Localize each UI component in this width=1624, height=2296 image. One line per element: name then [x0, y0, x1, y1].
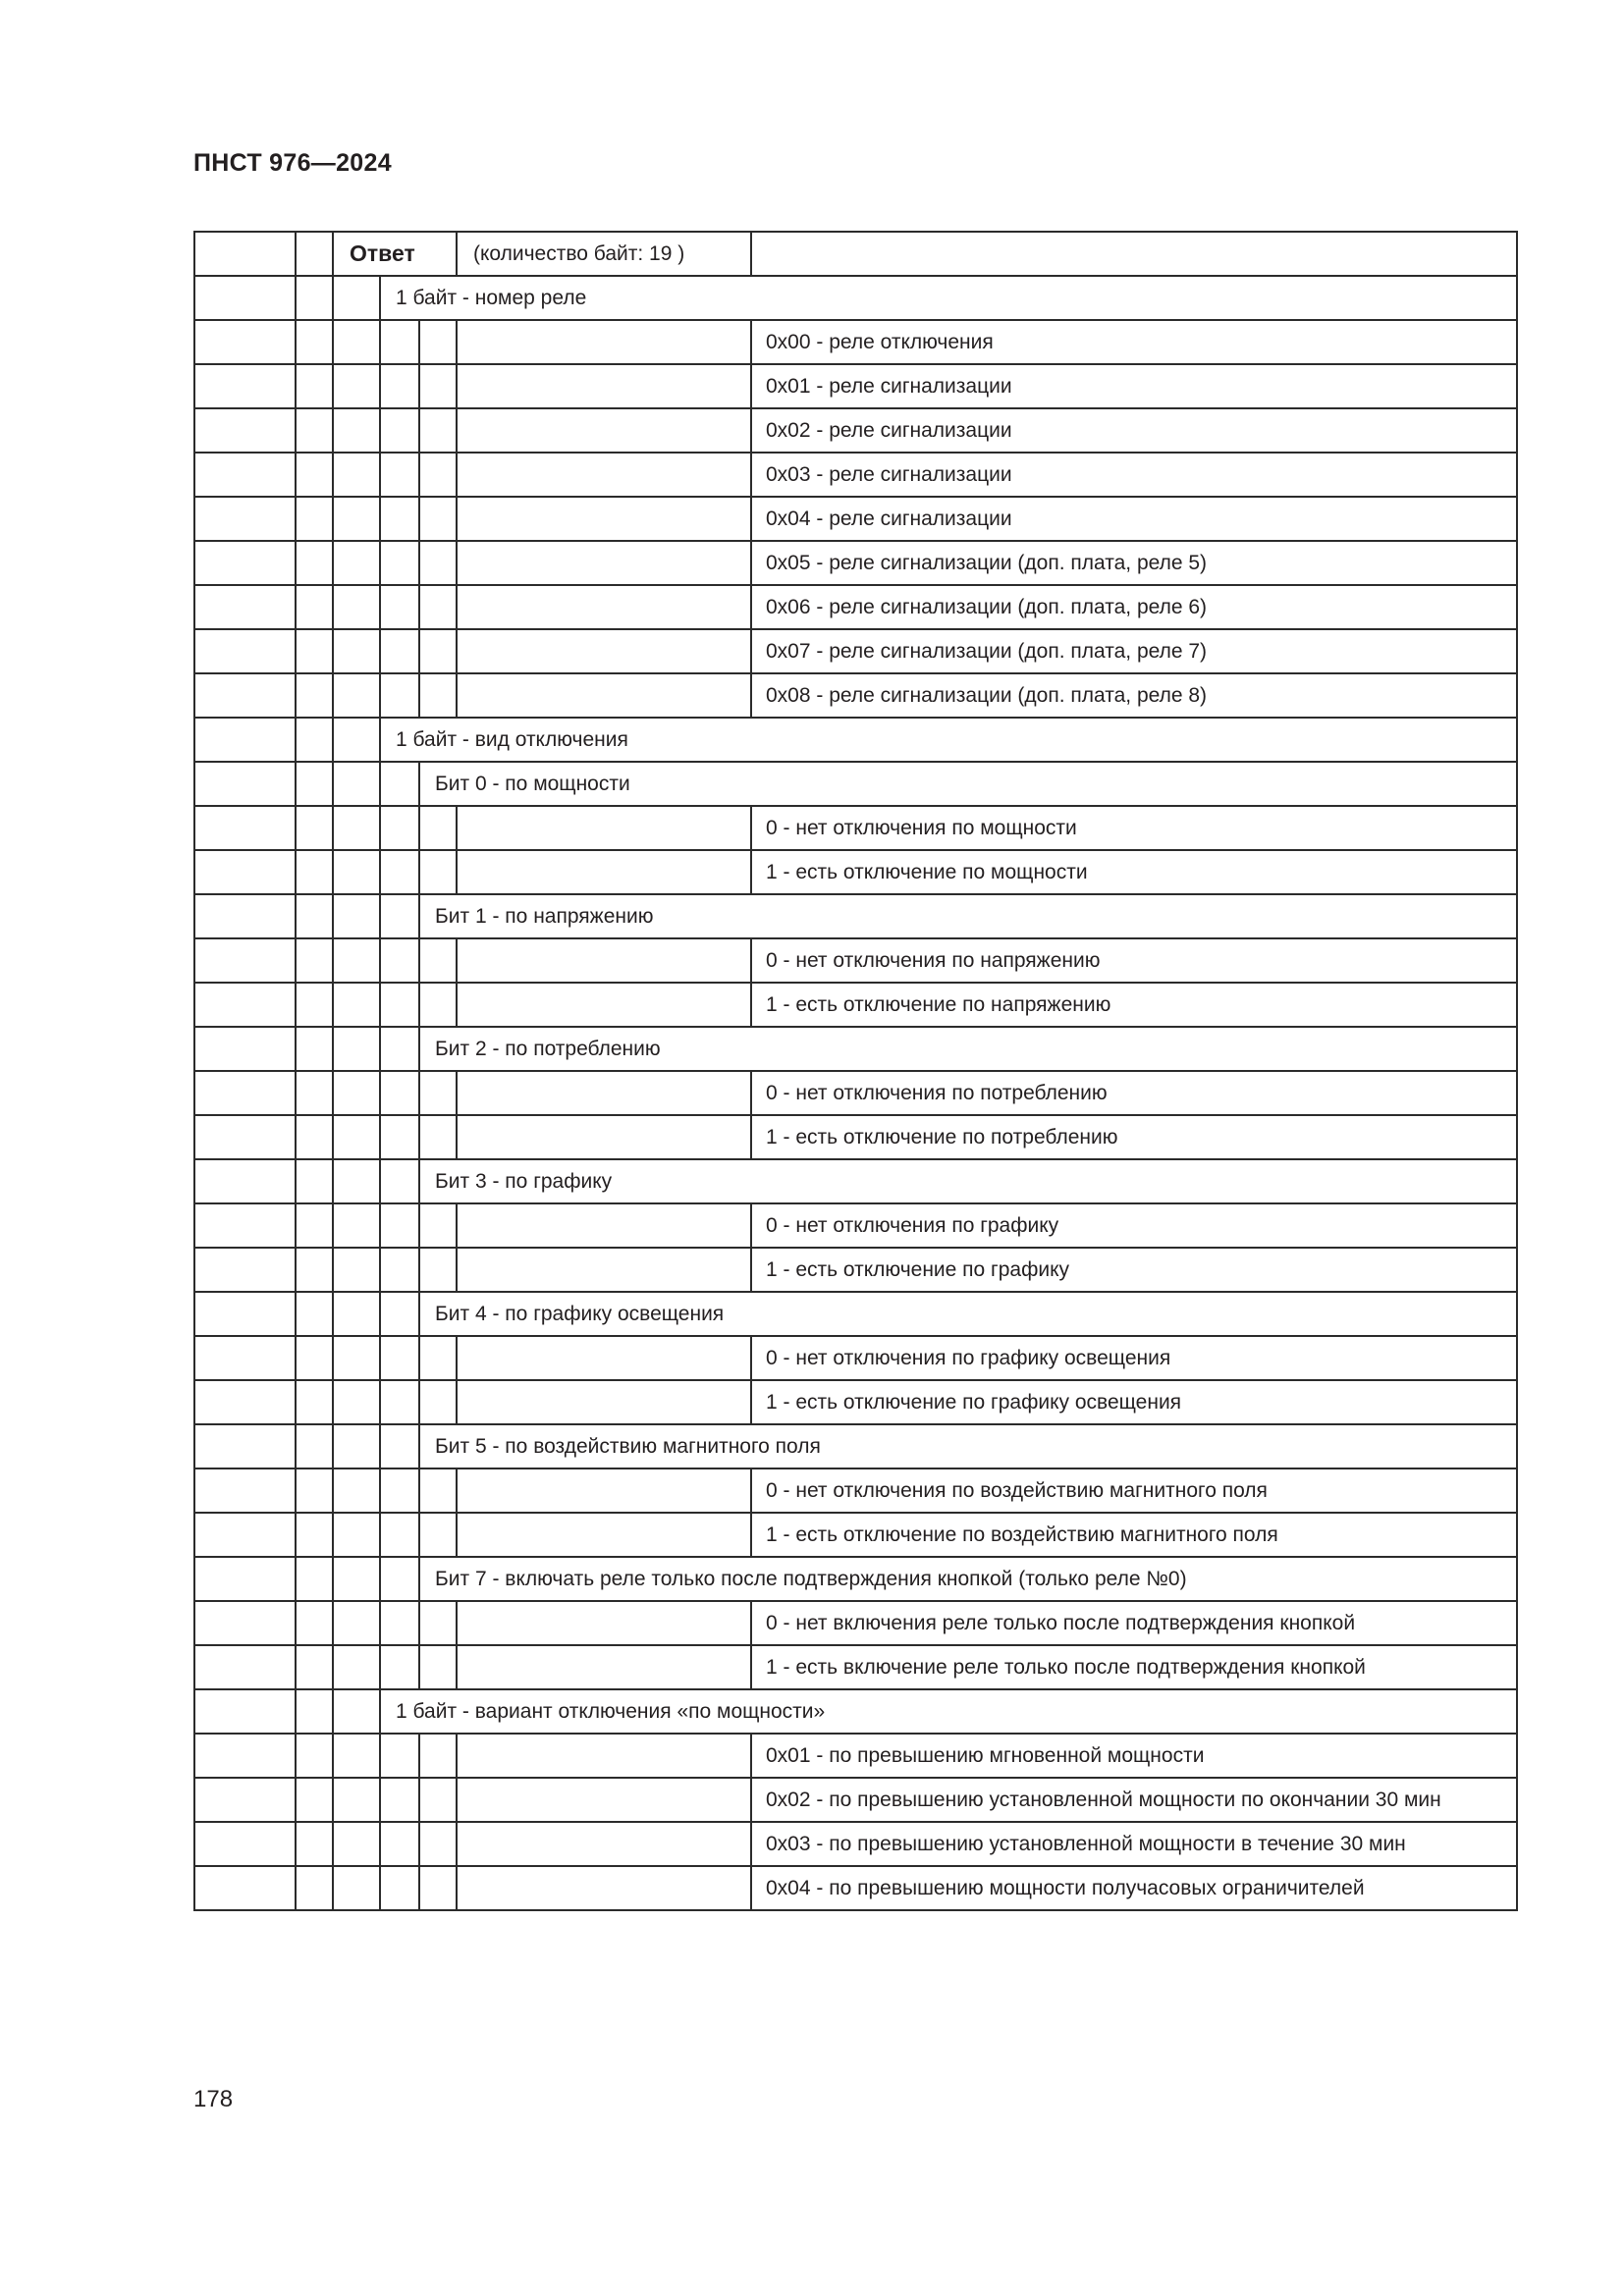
bit-row — [194, 1159, 1517, 1203]
table-cell — [380, 762, 419, 806]
value-description: 0 - нет отключения по воздействию магнитного поля — [751, 1468, 1517, 1513]
table-cell — [296, 232, 333, 276]
table-cell — [194, 1027, 296, 1071]
byte-title: 1 байт - номер реле — [380, 276, 1517, 320]
table-cell — [419, 983, 457, 1027]
value-description: 0x04 - реле сигнализации — [751, 497, 1517, 541]
value-row — [194, 1822, 1517, 1866]
value-description: 0 - нет отключения по графику освещения — [751, 1336, 1517, 1380]
table-cell — [333, 1336, 380, 1380]
document-code: ПНСТ 976—2024 — [193, 149, 392, 177]
table-cell — [333, 1027, 380, 1071]
table-cell — [296, 1645, 333, 1689]
byte-row — [194, 1689, 1517, 1734]
table-cell — [194, 1203, 296, 1248]
table-cell — [457, 1248, 751, 1292]
table-cell — [457, 1734, 751, 1778]
table-cell — [457, 1778, 751, 1822]
table-cell — [333, 1248, 380, 1292]
table-cell — [333, 1380, 380, 1424]
value-row — [194, 629, 1517, 673]
table-cell — [296, 718, 333, 762]
value-description: 0x02 - реле сигнализации — [751, 408, 1517, 453]
table-cell — [194, 718, 296, 762]
byte-title: 1 байт - вид отключения — [380, 718, 1517, 762]
table-cell — [296, 983, 333, 1027]
value-row — [194, 585, 1517, 629]
table-cell — [296, 1866, 333, 1910]
bit-title: Бит 1 - по напряжению — [419, 894, 1517, 938]
bit-row — [194, 1292, 1517, 1336]
value-row — [194, 673, 1517, 718]
table-cell — [457, 1336, 751, 1380]
table-cell — [457, 1822, 751, 1866]
table-cell — [296, 453, 333, 497]
table-cell — [457, 1645, 751, 1689]
value-description: 0 - нет включения реле только после подтверждения кнопкой — [751, 1601, 1517, 1645]
table-cell — [296, 1203, 333, 1248]
table-cell — [419, 1468, 457, 1513]
bit-row — [194, 1557, 1517, 1601]
table-cell — [457, 673, 751, 718]
table-cell — [333, 1866, 380, 1910]
table-cell — [296, 276, 333, 320]
table-cell — [194, 1248, 296, 1292]
table-cell — [194, 983, 296, 1027]
table-cell — [296, 1292, 333, 1336]
table-cell — [194, 1689, 296, 1734]
table-cell — [333, 364, 380, 408]
table-cell — [194, 894, 296, 938]
table-cell — [419, 453, 457, 497]
table-cell — [457, 1380, 751, 1424]
table-cell — [419, 1071, 457, 1115]
table-cell — [457, 408, 751, 453]
table-cell — [296, 850, 333, 894]
table-cell — [194, 1292, 296, 1336]
value-row — [194, 1203, 1517, 1248]
table-cell — [380, 850, 419, 894]
table-cell — [333, 629, 380, 673]
table-cell — [333, 1292, 380, 1336]
byte-row — [194, 276, 1517, 320]
table-cell — [333, 983, 380, 1027]
table-cell — [194, 1468, 296, 1513]
table-cell — [380, 1071, 419, 1115]
table-cell — [296, 762, 333, 806]
value-description: 0x06 - реле сигнализации (доп. плата, реле 6) — [751, 585, 1517, 629]
value-description: 1 - есть включение реле только после подтверждения кнопкой — [751, 1645, 1517, 1689]
table-cell — [194, 629, 296, 673]
table-cell — [380, 938, 419, 983]
table-cell — [457, 806, 751, 850]
table-cell — [194, 453, 296, 497]
value-description: 0 - нет отключения по графику — [751, 1203, 1517, 1248]
value-description: 1 - есть отключение по потреблению — [751, 1115, 1517, 1159]
value-row — [194, 1468, 1517, 1513]
table-cell — [419, 850, 457, 894]
bit-row — [194, 1027, 1517, 1071]
table-cell — [419, 1380, 457, 1424]
value-row — [194, 453, 1517, 497]
table-cell — [296, 1071, 333, 1115]
bit-row — [194, 762, 1517, 806]
value-description: 1 - есть отключение по графику — [751, 1248, 1517, 1292]
table-cell — [194, 1734, 296, 1778]
table-cell — [333, 1734, 380, 1778]
value-description: 0x00 - реле отключения — [751, 320, 1517, 364]
table-cell — [419, 673, 457, 718]
value-description: 1 - есть отключение по мощности — [751, 850, 1517, 894]
table-cell — [380, 983, 419, 1027]
bit-title: Бит 2 - по потреблению — [419, 1027, 1517, 1071]
table-cell — [457, 1866, 751, 1910]
table-cell — [296, 1513, 333, 1557]
response-header-row — [194, 232, 1517, 276]
table-cell — [380, 1115, 419, 1159]
table-cell — [194, 1380, 296, 1424]
value-description: 1 - есть отключение по графику освещения — [751, 1380, 1517, 1424]
table-cell — [457, 320, 751, 364]
value-row — [194, 541, 1517, 585]
value-row — [194, 938, 1517, 983]
table-cell — [457, 938, 751, 983]
value-row — [194, 1601, 1517, 1645]
table-cell — [194, 1513, 296, 1557]
table-cell — [194, 673, 296, 718]
byte-title: 1 байт - вариант отключения «по мощности» — [380, 1689, 1517, 1734]
table-cell — [457, 850, 751, 894]
table-cell — [380, 1159, 419, 1203]
table-cell — [380, 1557, 419, 1601]
table-cell — [380, 585, 419, 629]
table-cell — [333, 497, 380, 541]
value-description: 0x02 - по превышению установленной мощности по окончании 30 мин — [751, 1778, 1517, 1822]
table-cell — [194, 1336, 296, 1380]
table-cell — [194, 1778, 296, 1822]
value-row — [194, 806, 1517, 850]
table-cell — [333, 585, 380, 629]
bit-title: Бит 7 - включать реле только после подтверждения кнопкой (только реле №0) — [419, 1557, 1517, 1601]
table-cell — [380, 1513, 419, 1557]
value-description: 0x03 - реле сигнализации — [751, 453, 1517, 497]
table-cell — [296, 1734, 333, 1778]
table-cell — [194, 276, 296, 320]
table-cell — [333, 1645, 380, 1689]
table-cell — [457, 629, 751, 673]
table-cell — [457, 1513, 751, 1557]
table-cell — [380, 806, 419, 850]
table-cell — [419, 938, 457, 983]
table-cell — [419, 320, 457, 364]
table-cell — [194, 320, 296, 364]
table-cell — [333, 320, 380, 364]
table-cell — [419, 1115, 457, 1159]
table-cell — [194, 1557, 296, 1601]
table-cell — [419, 1645, 457, 1689]
table-cell — [380, 673, 419, 718]
value-description: 0 - нет отключения по мощности — [751, 806, 1517, 850]
table-cell — [333, 453, 380, 497]
table-cell — [380, 1336, 419, 1380]
table-cell — [194, 1424, 296, 1468]
table-cell — [296, 364, 333, 408]
value-row — [194, 364, 1517, 408]
table-cell — [380, 629, 419, 673]
value-row — [194, 1380, 1517, 1424]
table-cell — [419, 806, 457, 850]
table-cell — [296, 320, 333, 364]
table-cell — [296, 1557, 333, 1601]
table-cell — [333, 762, 380, 806]
table-cell — [333, 673, 380, 718]
table-cell — [194, 541, 296, 585]
table-cell — [457, 1115, 751, 1159]
table-cell — [457, 1203, 751, 1248]
value-row — [194, 983, 1517, 1027]
value-row — [194, 497, 1517, 541]
table-cell — [380, 1601, 419, 1645]
table-cell — [296, 629, 333, 673]
table-cell — [296, 1248, 333, 1292]
table-cell — [457, 1071, 751, 1115]
table-cell — [333, 1601, 380, 1645]
table-cell — [296, 1027, 333, 1071]
value-description: 0x03 - по превышению установленной мощности в течение 30 мин — [751, 1822, 1517, 1866]
table-cell — [333, 1689, 380, 1734]
table-cell — [457, 453, 751, 497]
table-cell — [457, 983, 751, 1027]
table-cell — [296, 585, 333, 629]
table-cell — [296, 938, 333, 983]
value-description: 0x07 - реле сигнализации (доп. плата, реле 7) — [751, 629, 1517, 673]
value-row — [194, 1734, 1517, 1778]
bit-row — [194, 894, 1517, 938]
table-cell — [380, 1292, 419, 1336]
table-cell — [333, 894, 380, 938]
table-cell — [333, 1557, 380, 1601]
table-cell — [194, 497, 296, 541]
table-cell — [380, 497, 419, 541]
table-cell — [296, 1822, 333, 1866]
table-cell — [333, 806, 380, 850]
table-cell — [380, 1778, 419, 1822]
value-row — [194, 850, 1517, 894]
table-cell — [419, 1822, 457, 1866]
table-cell — [194, 1822, 296, 1866]
table-cell — [419, 408, 457, 453]
bit-title: Бит 0 - по мощности — [419, 762, 1517, 806]
value-description: 0x08 - реле сигнализации (доп. плата, реле 8) — [751, 673, 1517, 718]
table-cell — [296, 1424, 333, 1468]
table-cell — [296, 806, 333, 850]
byte-row — [194, 718, 1517, 762]
table-cell — [380, 1203, 419, 1248]
table-cell — [194, 1645, 296, 1689]
value-row — [194, 1645, 1517, 1689]
value-description: 0 - нет отключения по напряжению — [751, 938, 1517, 983]
table-cell — [380, 453, 419, 497]
bit-title: Бит 5 - по воздействию магнитного поля — [419, 1424, 1517, 1468]
table-cell — [296, 894, 333, 938]
table-cell — [194, 585, 296, 629]
table-cell — [380, 364, 419, 408]
value-row — [194, 320, 1517, 364]
table-cell — [194, 1071, 296, 1115]
table-cell — [194, 1115, 296, 1159]
table-cell — [296, 1778, 333, 1822]
table-cell — [419, 1601, 457, 1645]
table-cell — [333, 1203, 380, 1248]
table-cell — [333, 276, 380, 320]
table-cell — [380, 1866, 419, 1910]
table-cell — [333, 1159, 380, 1203]
value-description: 0 - нет отключения по потреблению — [751, 1071, 1517, 1115]
bit-title: Бит 3 - по графику — [419, 1159, 1517, 1203]
table-cell — [194, 806, 296, 850]
table-cell — [194, 850, 296, 894]
table-cell — [333, 1468, 380, 1513]
table-cell — [296, 1689, 333, 1734]
table-cell — [380, 1027, 419, 1071]
value-description: 0x05 - реле сигнализации (доп. плата, реле 5) — [751, 541, 1517, 585]
table-cell — [380, 320, 419, 364]
table-cell — [296, 1115, 333, 1159]
table-cell — [296, 541, 333, 585]
protocol-table — [193, 231, 1518, 1911]
table-cell — [380, 894, 419, 938]
value-row — [194, 1336, 1517, 1380]
value-row — [194, 1866, 1517, 1910]
table-cell — [380, 1645, 419, 1689]
page-number: 178 — [193, 2086, 234, 2112]
table-cell — [419, 1336, 457, 1380]
table-cell — [380, 1468, 419, 1513]
table-cell — [457, 1468, 751, 1513]
value-description: 0x01 - по превышению мгновенной мощности — [751, 1734, 1517, 1778]
value-description: 1 - есть отключение по воздействию магнитного поля — [751, 1513, 1517, 1557]
table-cell — [296, 1336, 333, 1380]
table-cell — [296, 1601, 333, 1645]
table-cell — [419, 364, 457, 408]
byte-count-label: (количество байт: 19 ) — [457, 232, 751, 276]
table-cell — [457, 364, 751, 408]
table-cell — [296, 1468, 333, 1513]
value-description: 1 - есть отключение по напряжению — [751, 983, 1517, 1027]
table-cell — [194, 1601, 296, 1645]
table-cell — [333, 408, 380, 453]
value-row — [194, 1071, 1517, 1115]
table-cell — [333, 1071, 380, 1115]
table-cell — [380, 1822, 419, 1866]
bit-title: Бит 4 - по графику освещения — [419, 1292, 1517, 1336]
table-cell — [457, 497, 751, 541]
table-cell — [296, 673, 333, 718]
table-cell — [419, 541, 457, 585]
table-cell — [419, 585, 457, 629]
table-cell — [296, 497, 333, 541]
table-cell — [194, 762, 296, 806]
table-cell — [296, 408, 333, 453]
table-cell — [194, 232, 296, 276]
table-cell — [380, 541, 419, 585]
value-row — [194, 408, 1517, 453]
table-cell — [419, 1734, 457, 1778]
table-cell — [194, 1866, 296, 1910]
table-cell — [419, 497, 457, 541]
value-row — [194, 1115, 1517, 1159]
table-cell — [419, 1248, 457, 1292]
table-cell — [380, 1380, 419, 1424]
table-cell — [380, 1424, 419, 1468]
table-cell — [419, 1778, 457, 1822]
table-cell — [333, 1424, 380, 1468]
value-row — [194, 1778, 1517, 1822]
table-cell — [296, 1159, 333, 1203]
table-cell — [751, 232, 1517, 276]
value-description: 0x04 - по превышению мощности получасовых ограничителей — [751, 1866, 1517, 1910]
table-cell — [333, 850, 380, 894]
table-cell — [457, 1601, 751, 1645]
table-cell — [419, 629, 457, 673]
table-cell — [419, 1513, 457, 1557]
table-cell — [194, 364, 296, 408]
table-cell — [296, 1380, 333, 1424]
table-cell — [380, 1734, 419, 1778]
table-cell — [419, 1866, 457, 1910]
table-cell — [380, 408, 419, 453]
table-cell — [194, 1159, 296, 1203]
value-description: 0x01 - реле сигнализации — [751, 364, 1517, 408]
table-cell — [333, 718, 380, 762]
table-cell — [333, 1778, 380, 1822]
response-label: Ответ — [333, 232, 457, 276]
table-cell — [333, 541, 380, 585]
table-cell — [419, 1203, 457, 1248]
table-cell — [194, 938, 296, 983]
bit-row — [194, 1424, 1517, 1468]
table-cell — [333, 1115, 380, 1159]
table-cell — [457, 541, 751, 585]
table-cell — [194, 408, 296, 453]
table-cell — [333, 938, 380, 983]
table-cell — [457, 585, 751, 629]
table-cell — [380, 1248, 419, 1292]
table-cell — [333, 1822, 380, 1866]
table-cell — [333, 1513, 380, 1557]
value-row — [194, 1248, 1517, 1292]
value-row — [194, 1513, 1517, 1557]
